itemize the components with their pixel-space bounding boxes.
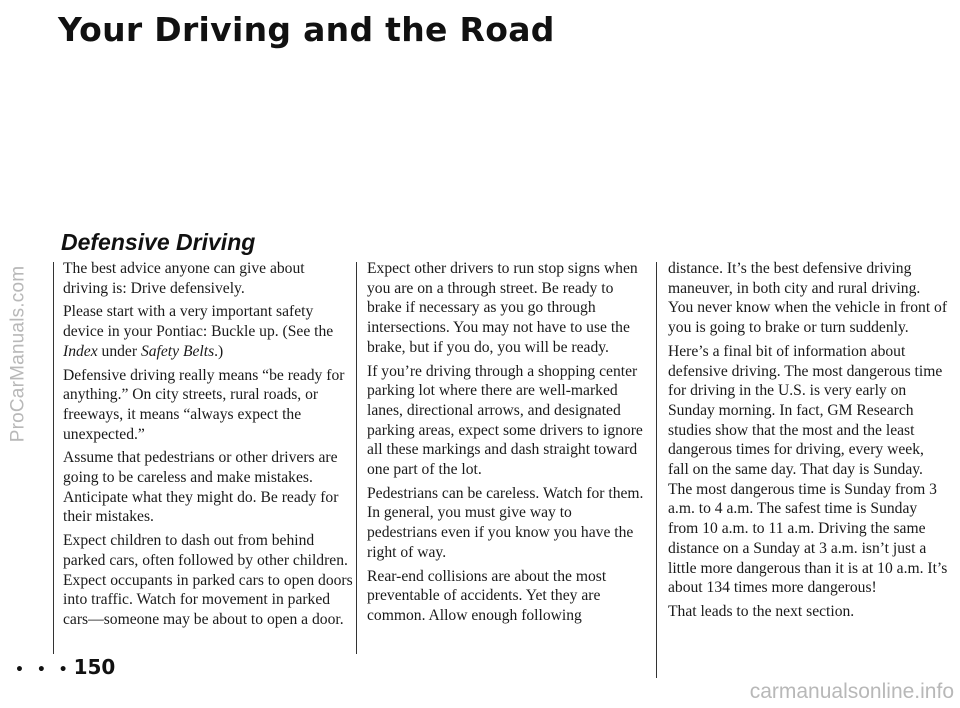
bottom-watermark: carmanualsonline.info	[749, 680, 954, 703]
section-heading: Defensive Driving	[61, 229, 256, 255]
paragraph: Defensive driving really means “be ready for anything.” On city streets, rural roads, or freeways, it means “always expect the unexpected.”	[63, 366, 345, 443]
column-divider-3	[656, 262, 657, 678]
safety-text-after: .)	[214, 342, 224, 360]
side-watermark-text: ProCarManuals.com	[7, 265, 29, 443]
text-column-1	[63, 259, 353, 634]
page-number	[15, 655, 115, 679]
paragraph: Assume that pedestrians or other drivers are going to be careless and make mistakes. Anticipate what they might do. Be ready for their mistakes.	[63, 449, 339, 526]
column-divider-1	[53, 262, 54, 654]
paragraph: distance. It’s the best defensive driving maneuver, in both city and rural driving. You never know when the vehicle in front of you is going to brake or turn suddenly.	[668, 260, 948, 337]
page-marker-dots: • • •	[15, 662, 72, 678]
paragraph: Pedestrians can be careless. Watch for them. In general, you must give way to pedestrians even if you know you have the right of way.	[367, 484, 644, 561]
paragraph: Here’s a final bit of information about defensive driving. The most dangerous time for driving in the U.S. is very early on Sunday morning. In fact, GM Research studies show that the most and the least dangerous times for driving, every week, fall on the same day. That day is Sunday. The most dangerous time is Sunday from 3 a.m. to 4 a.m. The safest time is Sunday from 10 a.m. to 11 a.m. Driving the same distance on a Sunday at 3 a.m. isn’t just a little more dangerous than it is at 10 a.m. It’s about 134 times more dangerous!	[668, 342, 948, 597]
column-divider-2	[356, 262, 357, 654]
paragraph: If you’re driving through a shopping center parking lot where there are well-marked lanes, directional arrows, and designated parking areas, expect some drivers to ignore all these markings and dash straight toward one part of the lot.	[367, 362, 643, 479]
paragraph: The best advice anyone can give about driving is: Drive defensively.	[63, 260, 305, 297]
safety-text-before: Please start with a very important safety device in your Pontiac: Buckle up. (See the	[63, 303, 334, 341]
paragraph: Expect other drivers to run stop signs when you are on a through street. Be ready to brake if necessary as you go through intersections. You may not have to use the brake, but if you do, you will be ready.	[367, 260, 638, 356]
page-number-value: 150	[73, 655, 116, 679]
side-watermark	[5, 0, 31, 708]
paragraph: Rear-end collisions are about the most preventable of accidents. Yet they are common. Allow enough following	[367, 567, 607, 624]
text-column-2	[367, 259, 645, 630]
safety-text-mid: under	[97, 342, 141, 360]
paragraph-safety	[63, 302, 353, 361]
safety-belts-reference: Safety Belts	[140, 342, 215, 360]
page-title: Your Driving and the Road	[58, 10, 555, 49]
paragraph: Expect children to dash out from behind parked cars, often followed by other children. Expect occupants in parked cars to open doors into traffic. Watch for movement in parked cars—someone may be about to open a door.	[63, 532, 353, 628]
index-reference: Index	[63, 342, 98, 360]
paragraph: That leads to the next section.	[668, 602, 855, 620]
text-column-3	[668, 259, 948, 626]
